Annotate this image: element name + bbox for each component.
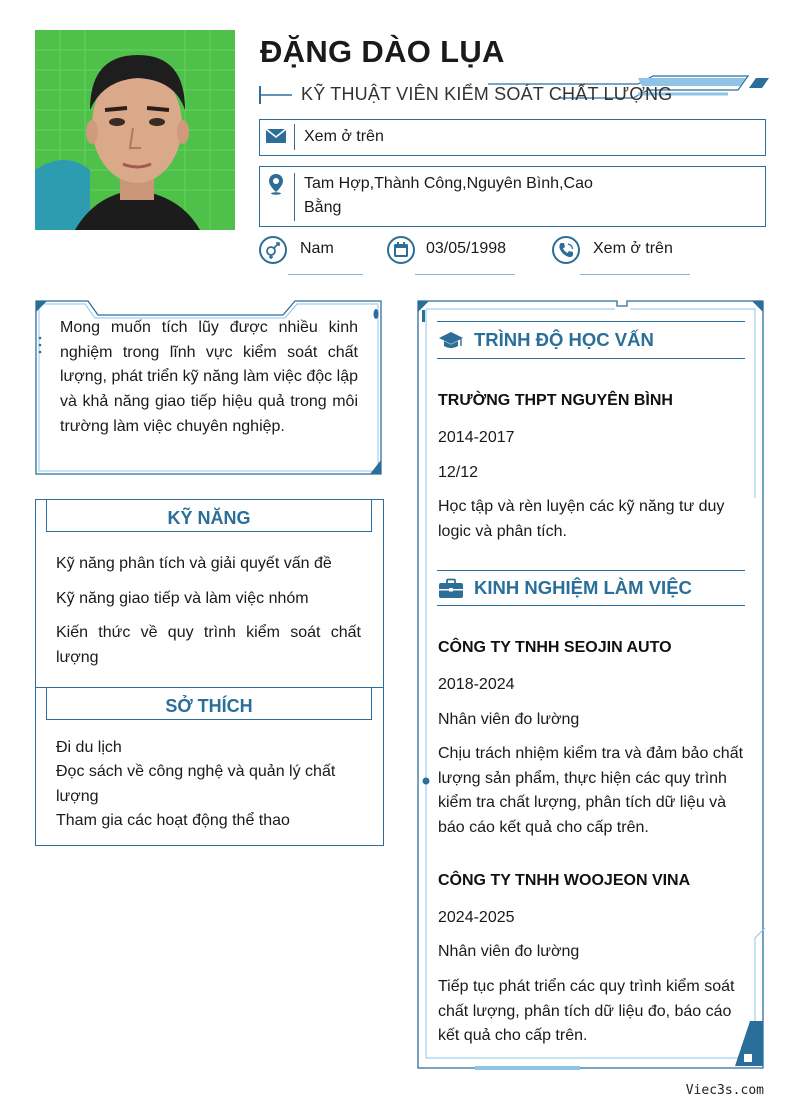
education-heading: TRÌNH ĐỘ HỌC VẤN <box>474 329 654 350</box>
job-description: Chịu trách nhiệm kiểm tra và đảm bảo chất lượng sản phẩm, thực hiện các quy trình kiểm tra chất lượng, phân tích dữ liệu và báo cáo kết quả cho cấp trên. <box>438 745 744 836</box>
job-position: Nhân viên đo lường <box>438 711 580 728</box>
address-row <box>259 166 766 227</box>
candidate-name: ĐẶNG DÀO LỤA <box>260 34 505 69</box>
job-period: 2024-2025 <box>438 909 515 926</box>
job-period: 2018-2024 <box>438 676 515 693</box>
gender-icon <box>259 236 287 264</box>
job-title: KỸ THUẬT VIÊN KIỂM SOÁT CHẤT LƯỢNG <box>301 84 673 104</box>
profile-photo <box>35 30 235 230</box>
school-name: TRƯỜNG THPT NGUYÊN BÌNH <box>438 392 673 409</box>
address-line-2: Bằng <box>304 199 342 216</box>
job-position: Nhân viên đo lường <box>438 943 580 960</box>
envelope-icon <box>265 128 287 149</box>
gender-value: Nam <box>300 240 334 257</box>
skill-item: Kiến thức về quy trình kiểm soát chất lượng <box>56 624 361 666</box>
education-grade: 12/12 <box>438 464 479 481</box>
hobby-item: Tham gia các hoạt động thể thao <box>56 812 290 829</box>
phone-value: Xem ở trên <box>593 240 673 257</box>
experience-heading: KINH NGHIỆM LÀM VIỆC <box>474 577 692 598</box>
hobby-item: Đọc sách về công nghệ và quản lý chất lượng <box>56 763 336 805</box>
birthday-value: 03/05/1998 <box>426 240 507 257</box>
calendar-icon <box>387 236 415 264</box>
company-name: CÔNG TY TNHH SEOJIN AUTO <box>438 639 672 656</box>
job-description: Tiếp tục phát triển các quy trình kiểm soát chất lượng, phân tích dữ liệu đo, báo cáo kết quả cho cấp trên. <box>438 978 735 1044</box>
education-description: Học tập và rèn luyện các kỹ năng tư duy logic và phân tích. <box>438 498 725 540</box>
map-pin-icon <box>268 173 284 200</box>
education-period: 2014-2017 <box>438 429 515 446</box>
email-value: Xem ở trên <box>304 128 384 145</box>
company-name: CÔNG TY TNHH WOOJEON VINA <box>438 872 691 889</box>
email-row <box>259 119 766 156</box>
hobby-item: Đi du lịch <box>56 739 122 756</box>
phone-icon <box>552 236 580 264</box>
graduation-cap-icon <box>438 330 464 355</box>
address-line-1: Tam Hợp,Thành Công,Nguyên Bình,Cao <box>304 175 593 192</box>
skill-item: Kỹ năng phân tích và giải quyết vấn đề <box>56 555 332 572</box>
skills-heading: KỸ NĂNG <box>46 499 372 532</box>
skill-item: Kỹ năng giao tiếp và làm việc nhóm <box>56 590 309 607</box>
briefcase-icon <box>438 578 464 605</box>
footer-watermark: Viec3s.com <box>685 1083 764 1098</box>
career-objective: Mong muốn tích lũy được nhiều kinh nghiệm trong lĩnh vực kiểm soát chất lượng, phát triển kỹ năng làm việc độc lập và khả năng giao tiếp hiệu quả trong môi trường làm việc chuyên nghiệp. <box>60 319 358 435</box>
hobbies-heading: SỞ THÍCH <box>46 687 372 720</box>
